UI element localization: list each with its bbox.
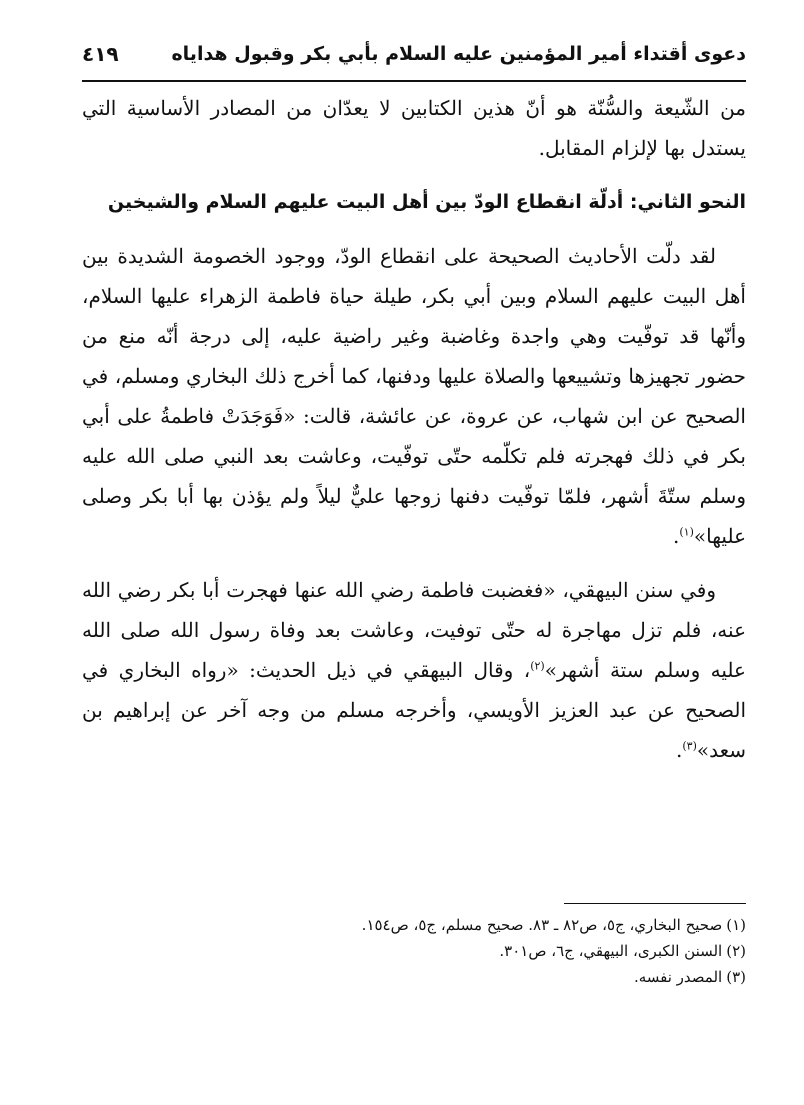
paragraph-2-text-a: وفي سنن البيهقي، «فغضبت فاطمة رضي الله عنها فهجرت أبا بكر رضي الله عنه، فلم تزل مهاجرة له حتّى توفيت، وعاشت بعد وفاة رسول الله صلى الله عليه وسلم ستة أشهر»: [82, 578, 746, 682]
paragraph-1-text: لقد دلّت الأحاديث الصحيحة على انقطاع الودّ، ووجود الخصومة الشديدة بين أهل البيت عليهم السلام وبين أبي بكر، طيلة حياة فاطمة الزهراء عليها السلام، وأنّها قد توفّيت وهي واجدة وغاضبة وغير راضية عليه، إلى درجة أنّه منع من حضور تجهيزها وتشييعها والصلاة عليها ودفنها، كما أخرج ذلك البخاري ومسلم، في الصحيح عن ابن شهاب، عن عروة، عن عائشة، قالت: «فَوَجَدَتْ فاطمةُ على أبي بكر في ذلك فهجرته فلم تكلّمه حتّى توفّيت، وعاشت بعد النبي صلى الله عليه وسلم ستّةَ أشهر، فلمّا توفّيت دفنها زوجها عليٌّ ليلاً ولم يؤذن بها أبا بكر وصلى عليها»: [82, 244, 746, 548]
footnote-ref-2[interactable]: (٢): [530, 659, 545, 673]
page-number: ٤١٩: [82, 42, 119, 66]
paragraph-1-end: .: [672, 524, 680, 548]
footnote-2-text: السنن الكبرى، البيهقي، ج٦، ص٣٠١.: [499, 942, 723, 960]
footnote-1-text: صحيح البخاري، ج٥، ص٨٢ ـ ٨٣. صحيح مسلم، ج٥، ص١٥٤.: [361, 916, 723, 934]
footnote-rule: [564, 903, 746, 904]
paragraph-1: [82, 236, 746, 556]
intro-paragraph: من الشّيعة والسُّنّة هو أنّ هذين الكتابين لا يعدّان من المصادر الأساسية التي يستدل بها لإلزام المقابل.: [82, 96, 746, 160]
footnote-3-text: المصدر نفسه.: [633, 968, 723, 986]
footnote-3-number: (٣): [726, 968, 746, 986]
section-heading: النحو الثاني: أدلّة انقطاع الودّ بين أهل البيت عليهم السلام والشيخين: [107, 191, 746, 213]
running-header-title: دعوى أقتداء أمير المؤمنين عليه السلام بأبي بكر وقبول هداياه: [171, 43, 746, 65]
paragraph-2-end: .: [675, 738, 683, 762]
footnote-1: [82, 912, 746, 938]
footnote-2: [82, 938, 746, 964]
footnotes: [82, 912, 746, 990]
paragraph-2: [82, 570, 746, 770]
footnote-ref-3[interactable]: (٣): [682, 739, 697, 753]
footnote-2-number: (٢): [726, 942, 746, 960]
running-header: [82, 34, 746, 74]
footnote-3: [82, 964, 746, 990]
paragraph-2-text-b: ، وقال البيهقي في ذيل الحديث: «رواه البخاري في الصحيح عن عبد العزيز الأويسي، وأخرجه مسلم من وجه آخر عن إبراهيم بن سعد»: [82, 658, 746, 762]
footnote-1-number: (١): [726, 916, 746, 934]
header-rule: [82, 80, 746, 82]
body-text: [82, 88, 746, 770]
footnote-ref-1[interactable]: (١): [679, 525, 694, 539]
